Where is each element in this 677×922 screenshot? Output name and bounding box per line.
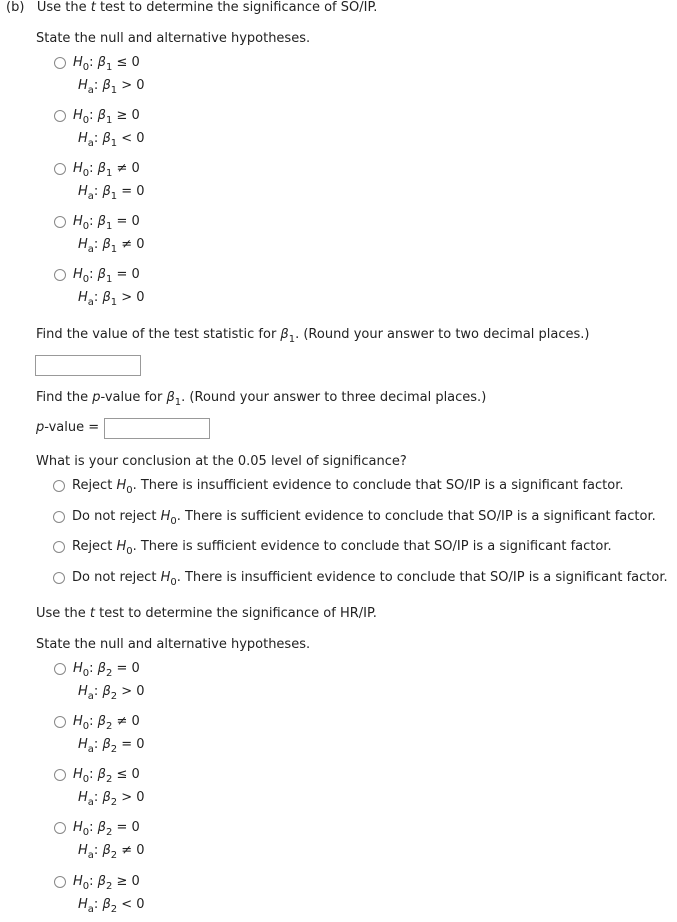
beta-symbol: β [97, 108, 106, 123]
null-hypothesis: $H_0$: $\beta_1 = 0$ [73, 267, 140, 285]
subscript-0: 0 [82, 668, 90, 679]
h-symbol: H [160, 570, 171, 585]
subscript-a: a [87, 691, 94, 702]
alt-hypothesis: $H_a$: $\beta_2 \ne 0$ [78, 843, 145, 861]
subscript-a: a [87, 191, 94, 202]
beta-symbol: β [102, 897, 111, 912]
conclusion-radio[interactable] [53, 480, 65, 492]
beta-symbol: β [97, 267, 106, 282]
ha-relation: < 0 [121, 131, 145, 146]
subscript-index: 2 [105, 721, 113, 732]
null-hypothesis: $H_0$: $\beta_1 \ge 0$ [73, 108, 140, 126]
beta-symbol: β [102, 78, 111, 93]
subscript-index: 2 [110, 744, 118, 755]
p-variable: p [92, 390, 101, 405]
hypothesis-radio[interactable] [54, 876, 66, 888]
h-symbol: H [78, 131, 88, 146]
beta-symbol: β [97, 714, 106, 729]
subscript-a: a [87, 904, 94, 915]
h-symbol: H [73, 874, 83, 889]
subscript-0: 0 [82, 62, 90, 73]
decision-text: Reject [72, 539, 117, 554]
beta-symbol: β [166, 390, 175, 405]
alt-hypothesis: $H_a$: $\beta_1 > 0$ [78, 78, 145, 96]
h-symbol: H [73, 108, 83, 123]
hypotheses-prompt-2: State the null and alternative hypotheses. [36, 637, 311, 652]
beta-symbol: β [102, 237, 111, 252]
decision-text: Do not reject [72, 509, 161, 524]
beta-symbol: β [102, 843, 111, 858]
ha-relation: > 0 [121, 684, 145, 699]
intro-text: Use the [36, 0, 91, 15]
conclusion-option-label [72, 570, 668, 586]
subscript-0: 0 [82, 774, 90, 785]
null-hypothesis: $H_0$: $\beta_1 = 0$ [73, 214, 140, 232]
prompt-text: Find the [36, 390, 93, 405]
null-hypothesis: $H_0$: $\beta_2 \ge 0$ [73, 874, 140, 892]
hypothesis-radio[interactable] [54, 216, 66, 228]
h-symbol: H [78, 184, 88, 199]
h-symbol: H [78, 290, 88, 305]
h-symbol: H [73, 714, 83, 729]
beta-symbol: β [97, 874, 106, 889]
h-symbol: H [78, 684, 88, 699]
intro-text: Use the [36, 606, 90, 621]
subscript-a: a [87, 138, 94, 149]
subscript-0: 0 [82, 115, 90, 126]
null-hypothesis: $H_0$: $\beta_2 = 0$ [73, 661, 140, 679]
h-symbol: H [78, 737, 88, 752]
beta-symbol: β [102, 684, 111, 699]
subscript-0: 0 [126, 546, 133, 557]
beta-symbol: β [97, 767, 106, 782]
subscript-a: a [87, 797, 94, 808]
h0-relation: = 0 [116, 214, 140, 229]
h-symbol: H [116, 478, 127, 493]
h-symbol: H [78, 843, 88, 858]
conclusion-option-label [72, 478, 623, 494]
conclusion-radio[interactable] [53, 541, 65, 553]
subscript-index: 1 [105, 168, 113, 179]
test-statistic-prompt [36, 327, 589, 343]
subscript-0: 0 [82, 827, 90, 838]
prompt-text-mid: -value for [100, 390, 167, 405]
ha-relation: > 0 [121, 290, 145, 305]
subscript-index: 1 [105, 62, 113, 73]
h-symbol: H [78, 78, 88, 93]
conclusion-option-label [72, 539, 612, 555]
h0-relation: = 0 [116, 820, 140, 835]
h-symbol: H [160, 509, 171, 524]
decision-text: Do not reject [72, 570, 161, 585]
subscript-0: 0 [170, 516, 177, 527]
subscript-index: 1 [110, 297, 118, 308]
prompt-text: Find the value of the test statistic for [36, 327, 281, 342]
intro-text-end: test to determine the significance of SO/IP. [95, 0, 378, 15]
subscript-index: 1 [105, 115, 113, 126]
subscript-0: 0 [126, 485, 133, 496]
prompt-text-end: . (Round your answer to three decimal places.) [181, 390, 487, 405]
subscript-index: 1 [105, 221, 113, 232]
subscript-index: 2 [105, 827, 113, 838]
ha-relation: ≠ 0 [121, 237, 145, 252]
h-symbol: H [73, 161, 83, 176]
hypothesis-radio[interactable] [54, 163, 66, 175]
beta-symbol: β [102, 290, 111, 305]
subscript-index: 1 [110, 244, 118, 255]
subscript-1: 1 [288, 334, 296, 345]
ha-relation: = 0 [121, 737, 145, 752]
h-symbol: H [73, 661, 83, 676]
prompt-text-end: . (Round your answer to two decimal places.) [295, 327, 590, 342]
beta-symbol: β [102, 790, 111, 805]
beta-symbol: β [97, 820, 106, 835]
p-value-prompt [36, 390, 486, 406]
test-statistic-input[interactable] [35, 355, 141, 376]
h0-relation: ≠ 0 [116, 714, 140, 729]
evidence-text: . There is insufficient evidence to conclude that SO/IP is a significant factor. [176, 570, 668, 585]
beta-symbol: β [97, 214, 106, 229]
h-symbol: H [78, 237, 88, 252]
subscript-index: 2 [110, 904, 118, 915]
hypothesis-radio[interactable] [54, 716, 66, 728]
h-symbol: H [116, 539, 127, 554]
subscript-index: 2 [105, 774, 113, 785]
evidence-text: . There is sufficient evidence to conclude that SO/IP is a significant factor. [132, 539, 612, 554]
evidence-text: . There is sufficient evidence to conclude that SO/IP is a significant factor. [176, 509, 656, 524]
h0-relation: ≠ 0 [116, 161, 140, 176]
p-variable: p [36, 420, 45, 435]
subscript-index: 1 [110, 138, 118, 149]
beta-symbol: β [102, 737, 111, 752]
subscript-index: 2 [110, 850, 118, 861]
null-hypothesis: $H_0$: $\beta_2 \ne 0$ [73, 714, 140, 732]
beta-symbol: β [97, 55, 106, 70]
subscript-a: a [87, 297, 94, 308]
conclusion-radio[interactable] [53, 511, 65, 523]
conclusion-prompt: What is your conclusion at the 0.05 level of significance? [36, 454, 407, 469]
hypotheses-prompt-1: State the null and alternative hypotheses. [36, 31, 311, 46]
subscript-a: a [87, 85, 94, 96]
alt-hypothesis: $H_a$: $\beta_2 > 0$ [78, 790, 145, 808]
hypothesis-radio[interactable] [54, 57, 66, 69]
p-value-label [36, 420, 99, 436]
part-label: (b) [6, 0, 25, 15]
alt-hypothesis: $H_a$: $\beta_1 = 0$ [78, 184, 145, 202]
h0-relation: ≤ 0 [116, 55, 140, 70]
subscript-0: 0 [82, 274, 90, 285]
intro-text-end: test to determine the significance of HR/IP. [95, 606, 377, 621]
subscript-a: a [87, 744, 94, 755]
subscript-a: a [87, 850, 94, 861]
subscript-index: 2 [105, 668, 113, 679]
ha-relation: > 0 [121, 790, 145, 805]
h0-relation: = 0 [116, 267, 140, 282]
subscript-a: a [87, 244, 94, 255]
alt-hypothesis: $H_a$: $\beta_1 > 0$ [78, 290, 145, 308]
subscript-index: 2 [110, 691, 118, 702]
null-hypothesis: $H_0$: $\beta_1 \ne 0$ [73, 161, 140, 179]
part-b-heading [6, 0, 377, 16]
hypothesis-radio[interactable] [54, 110, 66, 122]
h0-relation: = 0 [116, 661, 140, 676]
alt-hypothesis: $H_a$: $\beta_2 < 0$ [78, 897, 145, 915]
hypothesis-radio[interactable] [54, 663, 66, 675]
ha-relation: = 0 [121, 184, 145, 199]
null-hypothesis: $H_0$: $\beta_1 \le 0$ [73, 55, 140, 73]
beta-symbol: β [280, 327, 289, 342]
beta-symbol: β [102, 131, 111, 146]
subscript-0: 0 [82, 221, 90, 232]
p-value-input[interactable] [104, 418, 210, 439]
h-symbol: H [73, 767, 83, 782]
h-symbol: H [78, 790, 88, 805]
hypothesis-radio[interactable] [54, 822, 66, 834]
subscript-0: 0 [82, 721, 90, 732]
subscript-1: 1 [174, 397, 182, 408]
alt-hypothesis: $H_a$: $\beta_1 \ne 0$ [78, 237, 145, 255]
hypothesis-radio[interactable] [54, 269, 66, 281]
subscript-index: 1 [110, 85, 118, 96]
ha-relation: ≠ 0 [121, 843, 145, 858]
h-symbol: H [73, 820, 83, 835]
h-symbol: H [73, 55, 83, 70]
h-symbol: H [78, 897, 88, 912]
conclusion-radio[interactable] [53, 572, 65, 584]
null-hypothesis: $H_0$: $\beta_2 \le 0$ [73, 767, 140, 785]
alt-hypothesis: $H_a$: $\beta_2 = 0$ [78, 737, 145, 755]
alt-hypothesis: $H_a$: $\beta_1 < 0$ [78, 131, 145, 149]
subscript-index: 2 [105, 881, 113, 892]
subscript-index: 1 [105, 274, 113, 285]
null-hypothesis: $H_0$: $\beta_2 = 0$ [73, 820, 140, 838]
h-symbol: H [73, 214, 83, 229]
h0-relation: ≤ 0 [116, 767, 140, 782]
subscript-index: 1 [110, 191, 118, 202]
h0-relation: ≥ 0 [116, 874, 140, 889]
subscript-index: 2 [110, 797, 118, 808]
evidence-text: . There is insufficient evidence to conclude that SO/IP is a significant factor. [132, 478, 624, 493]
label-text: -value = [44, 420, 100, 435]
h0-relation: ≥ 0 [116, 108, 140, 123]
conclusion-option-label [72, 509, 656, 525]
beta-symbol: β [97, 161, 106, 176]
hypothesis-radio[interactable] [54, 769, 66, 781]
subscript-0: 0 [82, 168, 90, 179]
h-symbol: H [73, 267, 83, 282]
t-variable: t [89, 606, 95, 621]
ha-relation: < 0 [121, 897, 145, 912]
beta-symbol: β [97, 661, 106, 676]
hr-ip-heading [36, 606, 377, 622]
beta-symbol: β [102, 184, 111, 199]
alt-hypothesis: $H_a$: $\beta_2 > 0$ [78, 684, 145, 702]
t-variable: t [90, 0, 96, 15]
decision-text: Reject [72, 478, 117, 493]
ha-relation: > 0 [121, 78, 145, 93]
subscript-0: 0 [82, 881, 90, 892]
subscript-0: 0 [170, 577, 177, 588]
